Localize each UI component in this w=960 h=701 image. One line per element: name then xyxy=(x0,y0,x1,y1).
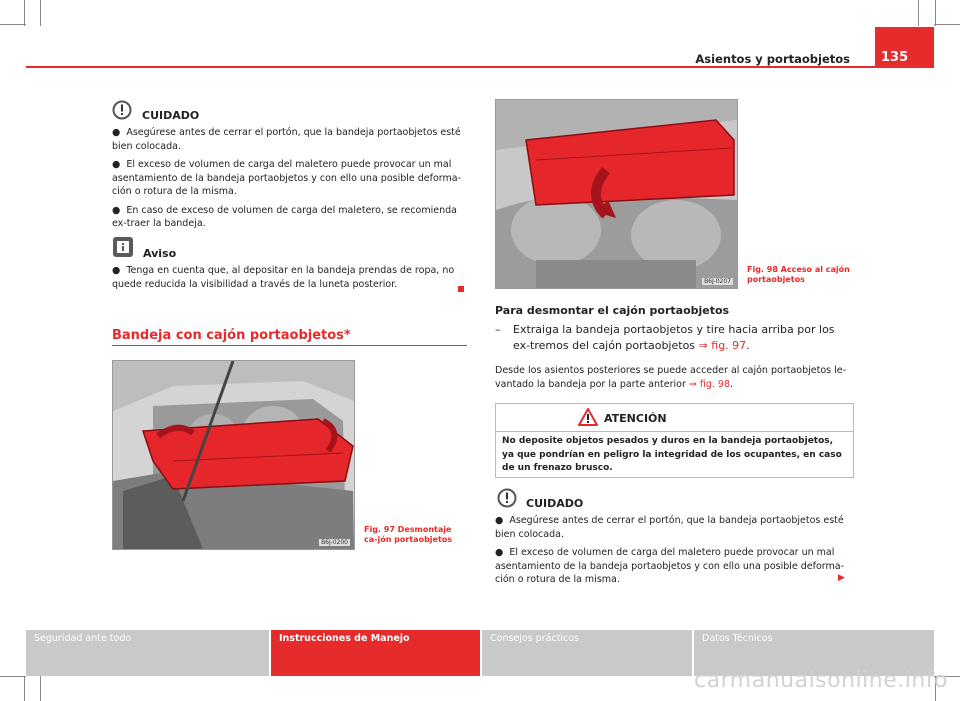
warning-box xyxy=(495,403,854,478)
crop-mark xyxy=(0,676,26,677)
caution-item xyxy=(112,204,467,231)
figure-97-caption: Fig. 97 Desmontaje ca-jón portaobjetos xyxy=(364,525,453,544)
caution-item xyxy=(495,514,852,541)
tab-consejos[interactable]: Consejos prácticos xyxy=(482,630,692,676)
bullet-icon: ● xyxy=(112,265,121,276)
crop-mark xyxy=(0,24,26,25)
warning-header xyxy=(496,404,853,432)
caution-item-text: Asegúrese antes de cerrar el portón, que la bandeja portaobjetos esté bien colocada. xyxy=(495,515,844,540)
figure-97-image xyxy=(112,360,355,550)
caution-item-text: El exceso de volumen de carga del maletero puede provocar un mal asentamiento de la bandeja portaobjetos y con ello una posible deforma-ción o rotura de la misma. xyxy=(495,547,845,585)
figure-98-image xyxy=(495,99,738,289)
page-number: 135 xyxy=(875,27,934,68)
header-section-title: Asientos y portaobjetos xyxy=(695,52,850,66)
crop-mark xyxy=(24,676,25,701)
note-item-text: Tenga en cuenta que, al depositar en la bandeja prendas de ropa, no quede reducida la visibilidad a través de la luneta posterior. xyxy=(112,265,455,290)
caution-item xyxy=(495,546,852,587)
section-rule xyxy=(112,345,467,346)
tab-seguridad[interactable]: Seguridad ante todo xyxy=(26,630,269,676)
crop-mark xyxy=(40,0,41,26)
continue-arrow-icon: ▶ xyxy=(838,573,845,583)
crop-mark xyxy=(934,24,960,25)
caution-list xyxy=(112,126,467,231)
caution-title: CUIDADO xyxy=(526,497,584,510)
caution-list xyxy=(495,514,852,587)
note-item xyxy=(112,264,467,291)
crop-mark xyxy=(918,0,919,26)
figure-98-caption: Fig. 98 Acceso al cajón portaobjetos xyxy=(747,265,850,284)
step-item xyxy=(495,322,852,354)
figure-link[interactable]: ⇒ fig. 98 xyxy=(688,378,731,390)
warning-body: No deposite objetos pesados y duros en la bandeja portaobjetos, ya que pondrían en peligro la integridad de los ocupantes, en caso de un frenazo brusco. xyxy=(502,436,842,473)
caution-item-text: Asegúrese antes de cerrar el portón, que la bandeja portaobjetos esté bien colocada. xyxy=(112,127,461,152)
paragraph-text xyxy=(495,364,852,391)
crop-mark xyxy=(935,0,936,26)
figure-link[interactable]: ⇒ fig. 97 xyxy=(698,339,747,352)
subheading: Para desmontar el cajón portaobjetos xyxy=(495,304,730,317)
step-body xyxy=(495,322,852,354)
step-dash: – xyxy=(495,323,501,336)
figure-code: B6J-0207 xyxy=(704,278,731,285)
warning-title: ATENCIÓN xyxy=(604,412,667,425)
section-title: Bandeja con cajón portaobjetos* xyxy=(112,328,351,343)
step-text: Extraiga la bandeja portaobjetos y tire hacia arriba por los ex-tremos del cajón portaobjetos xyxy=(513,323,835,352)
tab-datos[interactable]: Datos Técnicos xyxy=(694,630,934,676)
bullet-icon: ● xyxy=(112,204,121,216)
caution-item-text: En caso de exceso de volumen de carga del maletero, se recomienda ex-traer la bandeja. xyxy=(112,204,457,229)
step-end: . xyxy=(746,339,750,352)
note-list xyxy=(112,264,467,291)
bullet-icon: ● xyxy=(495,515,504,526)
warning-icon xyxy=(578,408,598,426)
bullet-icon: ● xyxy=(112,159,121,170)
bullet-icon: ● xyxy=(495,547,504,558)
caution-icon xyxy=(497,488,517,508)
crop-mark xyxy=(24,0,25,26)
para-text: Desde los asientos posteriores se puede acceder al cajón portaobjetos le-vantado la bandeja por la parte anterior xyxy=(495,365,847,390)
tab-instrucciones[interactable]: Instrucciones de Manejo xyxy=(271,630,480,676)
header-rule xyxy=(26,66,934,68)
crop-mark xyxy=(40,676,41,701)
end-mark xyxy=(458,286,464,292)
figure-code: B6J-0200 xyxy=(321,539,348,546)
note-title: Aviso xyxy=(143,247,177,260)
caution-title: CUIDADO xyxy=(142,109,200,122)
para-end: . xyxy=(730,378,734,390)
caution-item xyxy=(112,126,467,153)
paragraph xyxy=(495,364,852,391)
caution-item-text: El exceso de volumen de carga del maletero puede provocar un mal asentamiento de la bandeja portaobjetos y con ello una posible deforma-ción o rotura de la misma. xyxy=(112,159,462,197)
caution-item xyxy=(112,158,467,199)
caution-icon xyxy=(112,100,132,120)
watermark: carmanualsonline.info xyxy=(694,668,948,693)
note-icon xyxy=(112,236,134,258)
bullet-icon: ● xyxy=(112,127,121,138)
